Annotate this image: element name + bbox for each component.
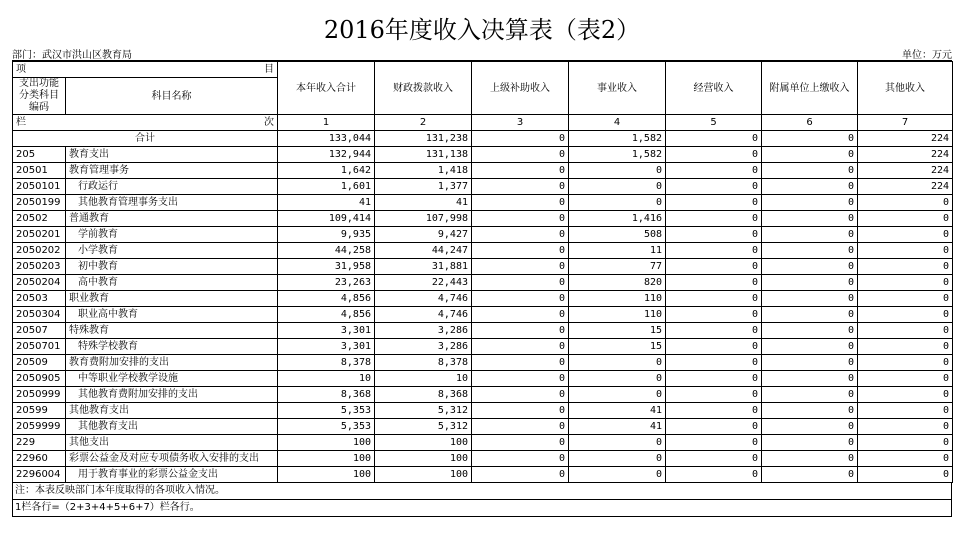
row-value: 0 — [762, 467, 858, 483]
col-number: 1 — [278, 115, 375, 131]
row-value: 0 — [472, 307, 569, 323]
row-value: 0 — [666, 355, 762, 371]
table-row — [13, 179, 953, 195]
col-header-3: 上级补助收入 — [472, 62, 569, 115]
row-value: 15 — [569, 323, 666, 339]
table-row — [13, 259, 953, 275]
total-value: 224 — [858, 131, 953, 147]
row-value: 0 — [472, 275, 569, 291]
row-value: 0 — [666, 147, 762, 163]
row-value: 109,414 — [278, 211, 375, 227]
row-value: 0 — [762, 435, 858, 451]
row-value: 0 — [569, 355, 666, 371]
row-value: 0 — [858, 195, 953, 211]
row-value: 0 — [472, 227, 569, 243]
row-value: 110 — [569, 307, 666, 323]
row-value: 0 — [858, 419, 953, 435]
row-code: 20502 — [13, 211, 66, 227]
row-value: 0 — [858, 291, 953, 307]
row-value: 0 — [762, 259, 858, 275]
row-value: 0 — [858, 371, 953, 387]
row-value: 0 — [472, 147, 569, 163]
row-value: 0 — [666, 387, 762, 403]
header-ci: 次 — [264, 117, 274, 128]
row-value: 0 — [472, 291, 569, 307]
table-row — [13, 291, 953, 307]
row-value: 1,377 — [375, 179, 472, 195]
row-value: 820 — [569, 275, 666, 291]
row-value: 100 — [278, 435, 375, 451]
row-value: 0 — [666, 371, 762, 387]
row-value: 0 — [762, 451, 858, 467]
row-code: 20503 — [13, 291, 66, 307]
col-number: 2 — [375, 115, 472, 131]
row-value: 0 — [762, 211, 858, 227]
row-name: 高中教育 — [66, 275, 278, 291]
row-value: 0 — [762, 147, 858, 163]
row-value: 0 — [666, 259, 762, 275]
row-name: 职业教育 — [66, 291, 278, 307]
note-1: 注：本表反映部门本年度取得的各项收入情况。 — [12, 483, 952, 500]
row-value: 0 — [858, 211, 953, 227]
row-value: 100 — [375, 435, 472, 451]
row-value: 100 — [278, 451, 375, 467]
header-row-xiang — [13, 62, 953, 78]
row-value: 0 — [762, 163, 858, 179]
row-value: 0 — [762, 355, 858, 371]
table-row — [13, 435, 953, 451]
header-name: 科目名称 — [66, 78, 278, 115]
row-value: 0 — [762, 195, 858, 211]
row-value: 0 — [762, 275, 858, 291]
table-row — [13, 467, 953, 483]
row-value: 0 — [569, 387, 666, 403]
row-code: 2050701 — [13, 339, 66, 355]
row-value: 0 — [472, 163, 569, 179]
table-row — [13, 307, 953, 323]
row-value: 4,856 — [278, 291, 375, 307]
row-value: 3,301 — [278, 339, 375, 355]
row-value: 0 — [762, 179, 858, 195]
table-row — [13, 451, 953, 467]
table-row — [13, 163, 953, 179]
row-value: 0 — [858, 259, 953, 275]
row-code: 2296004 — [13, 467, 66, 483]
row-value: 224 — [858, 179, 953, 195]
row-value: 100 — [375, 467, 472, 483]
col-header-4: 事业收入 — [569, 62, 666, 115]
table-row — [13, 243, 953, 259]
row-code: 229 — [13, 435, 66, 451]
row-value: 0 — [569, 435, 666, 451]
row-value: 0 — [666, 211, 762, 227]
row-value: 1,582 — [569, 147, 666, 163]
table-row — [13, 387, 953, 403]
row-name: 职业高中教育 — [66, 307, 278, 323]
col-header-1: 本年收入合计 — [278, 62, 375, 115]
row-value: 0 — [762, 339, 858, 355]
row-value: 0 — [472, 339, 569, 355]
row-value: 0 — [472, 323, 569, 339]
row-value: 0 — [858, 339, 953, 355]
row-code: 22960 — [13, 451, 66, 467]
row-code: 2050204 — [13, 275, 66, 291]
row-name: 特殊学校教育 — [66, 339, 278, 355]
row-value: 10 — [375, 371, 472, 387]
row-name: 教育管理事务 — [66, 163, 278, 179]
row-value: 0 — [472, 195, 569, 211]
row-value: 131,138 — [375, 147, 472, 163]
row-value: 0 — [569, 371, 666, 387]
row-value: 0 — [472, 403, 569, 419]
report-title: 2016年度收入决算表（表2） — [323, 15, 641, 44]
report-sheet — [12, 8, 952, 517]
row-value: 4,746 — [375, 291, 472, 307]
row-value: 0 — [858, 467, 953, 483]
row-value: 508 — [569, 227, 666, 243]
row-value: 44,247 — [375, 243, 472, 259]
row-value: 0 — [858, 451, 953, 467]
row-value: 0 — [762, 291, 858, 307]
col-number: 3 — [472, 115, 569, 131]
row-value: 5,312 — [375, 419, 472, 435]
row-value: 3,286 — [375, 339, 472, 355]
row-value: 0 — [472, 179, 569, 195]
row-value: 4,856 — [278, 307, 375, 323]
row-value: 0 — [858, 307, 953, 323]
income-table — [12, 61, 953, 483]
unit-label: 单位：万元 — [902, 49, 952, 61]
row-name: 行政运行 — [66, 179, 278, 195]
row-value: 15 — [569, 339, 666, 355]
row-value: 0 — [472, 371, 569, 387]
col-header-5: 经营收入 — [666, 62, 762, 115]
row-value: 0 — [666, 451, 762, 467]
row-value: 132,944 — [278, 147, 375, 163]
row-name: 初中教育 — [66, 259, 278, 275]
row-code: 20509 — [13, 355, 66, 371]
row-value: 9,427 — [375, 227, 472, 243]
row-value: 0 — [666, 195, 762, 211]
total-value: 0 — [472, 131, 569, 147]
row-name: 特殊教育 — [66, 323, 278, 339]
col-header-6: 附属单位上缴收入 — [762, 62, 858, 115]
row-value: 5,353 — [278, 403, 375, 419]
row-value: 8,368 — [375, 387, 472, 403]
row-value: 0 — [762, 403, 858, 419]
row-name: 彩票公益金及对应专项债务收入安排的支出 — [66, 451, 278, 467]
row-name: 用于教育事业的彩票公益金支出 — [66, 467, 278, 483]
row-value: 10 — [278, 371, 375, 387]
row-value: 0 — [472, 467, 569, 483]
row-value: 0 — [666, 435, 762, 451]
col-header-7: 其他收入 — [858, 62, 953, 115]
header-code: 支出功能分类科目编码 — [13, 78, 66, 115]
header-mu: 目 — [264, 64, 274, 75]
row-value: 1,416 — [569, 211, 666, 227]
row-value: 0 — [472, 355, 569, 371]
row-value: 0 — [666, 243, 762, 259]
row-value: 0 — [666, 179, 762, 195]
row-name: 中等职业学校教学设施 — [66, 371, 278, 387]
row-code: 2050201 — [13, 227, 66, 243]
col-number: 6 — [762, 115, 858, 131]
row-value: 1,418 — [375, 163, 472, 179]
total-value: 133,044 — [278, 131, 375, 147]
row-value: 0 — [858, 387, 953, 403]
row-value: 0 — [569, 467, 666, 483]
table-row — [13, 339, 953, 355]
header-xiang: 项 — [16, 64, 26, 75]
total-value: 131,238 — [375, 131, 472, 147]
row-name: 其他支出 — [66, 435, 278, 451]
row-value: 9,935 — [278, 227, 375, 243]
row-value: 8,378 — [278, 355, 375, 371]
row-value: 110 — [569, 291, 666, 307]
row-name: 小学教育 — [66, 243, 278, 259]
total-value: 0 — [762, 131, 858, 147]
row-value: 0 — [666, 227, 762, 243]
table-row — [13, 419, 953, 435]
row-value: 8,368 — [278, 387, 375, 403]
row-value: 0 — [666, 291, 762, 307]
row-name: 教育费附加安排的支出 — [66, 355, 278, 371]
row-value: 0 — [666, 467, 762, 483]
row-name: 教育支出 — [66, 147, 278, 163]
row-value: 0 — [569, 179, 666, 195]
row-code: 205 — [13, 147, 66, 163]
table-row — [13, 275, 953, 291]
row-value: 224 — [858, 147, 953, 163]
row-value: 0 — [472, 211, 569, 227]
table-row — [13, 323, 953, 339]
row-code: 2059999 — [13, 419, 66, 435]
total-row — [13, 131, 953, 147]
row-value: 22,443 — [375, 275, 472, 291]
row-value: 0 — [858, 355, 953, 371]
row-code: 2050202 — [13, 243, 66, 259]
row-code: 2050905 — [13, 371, 66, 387]
row-value: 0 — [666, 419, 762, 435]
total-value: 0 — [666, 131, 762, 147]
row-code: 2050999 — [13, 387, 66, 403]
row-name: 普通教育 — [66, 211, 278, 227]
table-row — [13, 147, 953, 163]
row-value: 0 — [762, 307, 858, 323]
row-name: 其他教育支出 — [66, 403, 278, 419]
row-value: 0 — [666, 323, 762, 339]
row-value: 224 — [858, 163, 953, 179]
row-value: 0 — [472, 435, 569, 451]
row-value: 41 — [278, 195, 375, 211]
col-number: 7 — [858, 115, 953, 131]
table-row — [13, 195, 953, 211]
row-code: 2050101 — [13, 179, 66, 195]
header-row-lan — [13, 115, 953, 131]
row-value: 3,286 — [375, 323, 472, 339]
row-value: 0 — [569, 163, 666, 179]
report-meta — [12, 46, 952, 61]
row-value: 0 — [472, 259, 569, 275]
row-value: 0 — [666, 275, 762, 291]
row-value: 5,312 — [375, 403, 472, 419]
total-value: 1,582 — [569, 131, 666, 147]
row-value: 1,642 — [278, 163, 375, 179]
row-value: 0 — [666, 163, 762, 179]
row-value: 0 — [666, 307, 762, 323]
row-value: 0 — [858, 243, 953, 259]
row-value: 0 — [858, 323, 953, 339]
col-number: 4 — [569, 115, 666, 131]
row-code: 2050304 — [13, 307, 66, 323]
header-lan-ci — [13, 115, 278, 131]
note-2: 1栏各行=（2+3+4+5+6+7）栏各行。 — [12, 500, 952, 517]
row-value: 0 — [858, 227, 953, 243]
row-value: 0 — [472, 451, 569, 467]
row-value: 3,301 — [278, 323, 375, 339]
row-value: 0 — [762, 419, 858, 435]
row-value: 0 — [762, 227, 858, 243]
row-value: 31,958 — [278, 259, 375, 275]
row-value: 41 — [569, 419, 666, 435]
table-row — [13, 403, 953, 419]
table-row — [13, 371, 953, 387]
row-code: 2050203 — [13, 259, 66, 275]
row-value: 41 — [569, 403, 666, 419]
table-row — [13, 227, 953, 243]
row-code: 20501 — [13, 163, 66, 179]
row-name: 学前教育 — [66, 227, 278, 243]
row-value: 0 — [762, 323, 858, 339]
row-value: 77 — [569, 259, 666, 275]
table-row — [13, 211, 953, 227]
row-value: 0 — [472, 243, 569, 259]
row-code: 20599 — [13, 403, 66, 419]
row-name: 其他教育管理事务支出 — [66, 195, 278, 211]
row-value: 0 — [666, 339, 762, 355]
row-value: 5,353 — [278, 419, 375, 435]
row-value: 23,263 — [278, 275, 375, 291]
row-value: 0 — [762, 387, 858, 403]
table-row — [13, 355, 953, 371]
row-value: 0 — [666, 403, 762, 419]
department-label: 部门：武汉市洪山区教育局 — [12, 49, 132, 61]
header-xiang-mu — [13, 62, 278, 78]
row-value: 107,998 — [375, 211, 472, 227]
row-value: 4,746 — [375, 307, 472, 323]
row-code: 2050199 — [13, 195, 66, 211]
row-name: 其他教育支出 — [66, 419, 278, 435]
row-value: 0 — [569, 451, 666, 467]
row-value: 8,378 — [375, 355, 472, 371]
row-value: 0 — [569, 195, 666, 211]
row-value: 11 — [569, 243, 666, 259]
row-name: 其他教育费附加安排的支出 — [66, 387, 278, 403]
col-header-2: 财政拨款收入 — [375, 62, 472, 115]
row-value: 44,258 — [278, 243, 375, 259]
row-value: 0 — [472, 387, 569, 403]
row-value: 31,881 — [375, 259, 472, 275]
row-value: 1,601 — [278, 179, 375, 195]
row-code: 20507 — [13, 323, 66, 339]
row-value: 0 — [472, 419, 569, 435]
total-label: 合计 — [13, 131, 278, 147]
row-value: 0 — [762, 371, 858, 387]
row-value: 100 — [375, 451, 472, 467]
col-number: 5 — [666, 115, 762, 131]
row-value: 0 — [762, 243, 858, 259]
row-value: 100 — [278, 467, 375, 483]
row-value: 0 — [858, 435, 953, 451]
row-value: 41 — [375, 195, 472, 211]
header-lan: 栏 — [16, 117, 26, 128]
row-value: 0 — [858, 403, 953, 419]
row-value: 0 — [858, 275, 953, 291]
